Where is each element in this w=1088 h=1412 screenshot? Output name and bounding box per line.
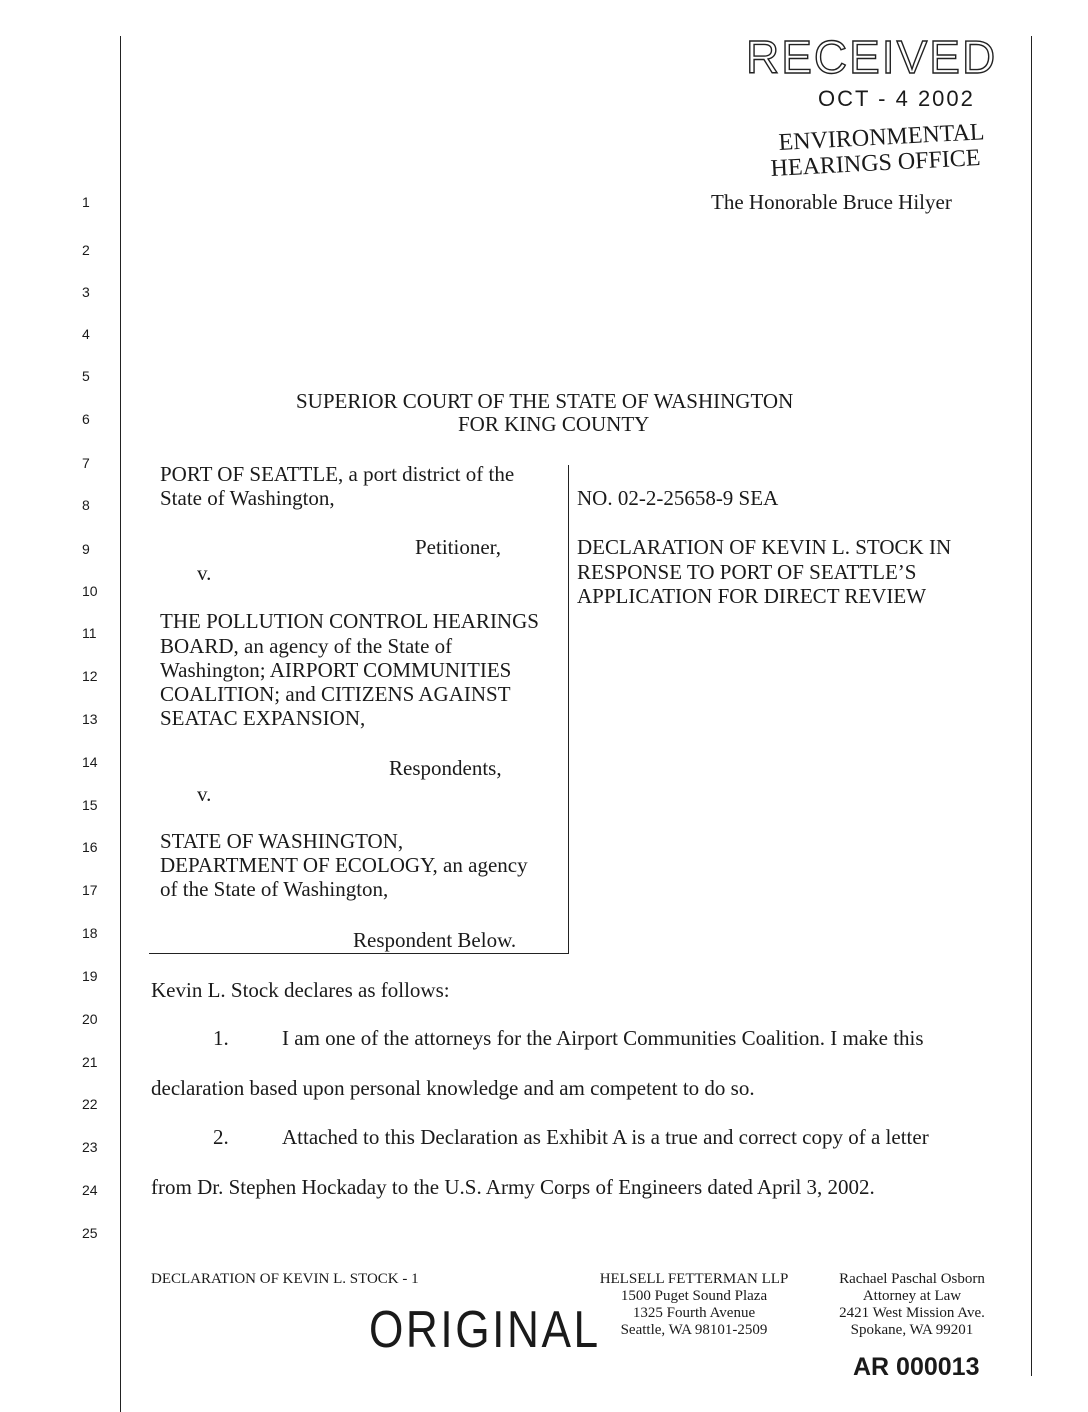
firm-address-line: 1500 Puget Sound Plaza	[620, 1288, 768, 1304]
received-stamp-office-line2: HEARINGS OFFICE	[770, 145, 982, 182]
line-number: 18	[82, 925, 98, 941]
petitioner-label: Petitioner,	[415, 535, 502, 559]
line-number: 15	[82, 797, 98, 813]
firm-name: HELSELL FETTERMAN LLP	[599, 1271, 789, 1287]
respondent-below-line: DEPARTMENT OF ECOLOGY, an agency	[160, 853, 528, 877]
line-number: 2	[82, 242, 90, 258]
respondent-below-line: STATE OF WASHINGTON,	[160, 829, 404, 853]
case-number: NO. 02-2-25658-9 SEA	[577, 486, 779, 510]
line-number: 17	[82, 882, 98, 898]
line-number: 13	[82, 711, 98, 727]
line-number: 11	[82, 625, 97, 641]
attorney-address-line: 2421 West Mission Ave.	[839, 1305, 985, 1321]
original-stamp: ORIGINAL	[369, 1301, 601, 1359]
respondent-line: COALITION; and CITIZENS AGAINST	[160, 682, 511, 706]
petitioner-name: PORT OF SEATTLE, a port district of the	[160, 462, 515, 486]
line-number: 9	[82, 541, 90, 557]
bates-number: AR 000013	[853, 1353, 980, 1381]
left-margin-rule	[120, 36, 121, 1412]
document-title-line: DECLARATION OF KEVIN L. STOCK IN	[577, 535, 952, 559]
right-margin-rule	[1031, 36, 1032, 1376]
attorney-name: Rachael Paschal Osborn	[839, 1271, 985, 1287]
line-number: 12	[82, 668, 98, 684]
line-number: 7	[82, 455, 90, 471]
paragraph-2-line: Attached to this Declaration as Exhibit A is a true and correct copy of a letter	[282, 1125, 929, 1149]
line-number: 5	[82, 368, 90, 384]
footer-document-label: DECLARATION OF KEVIN L. STOCK - 1	[151, 1271, 419, 1287]
attorney-address-line: Attorney at Law	[862, 1288, 962, 1304]
court-county: FOR KING COUNTY	[458, 412, 650, 436]
respondent-line: Washington; AIRPORT COMMUNITIES	[160, 658, 512, 682]
line-number: 21	[82, 1054, 98, 1070]
firm-address	[578, 1271, 810, 1339]
respondent-line: THE POLLUTION CONTROL HEARINGS	[160, 609, 539, 633]
attorney-address-line: Spokane, WA 99201	[850, 1322, 974, 1338]
line-number: 20	[82, 1011, 98, 1027]
line-number: 14	[82, 754, 98, 770]
received-stamp-office-line1: ENVIRONMENTAL	[778, 119, 986, 156]
respondents-label: Respondents,	[389, 756, 502, 780]
respondent-line: SEATAC EXPANSION,	[160, 706, 366, 730]
line-number: 16	[82, 839, 98, 855]
firm-address-line: 1325 Fourth Avenue	[632, 1305, 756, 1321]
versus-1: v.	[197, 561, 212, 585]
paragraph-1-line: declaration based upon personal knowledge and am competent to do so.	[151, 1076, 755, 1100]
line-number: 4	[82, 326, 90, 342]
received-stamp-letters: RECEIVED	[746, 31, 998, 83]
versus-2: v.	[197, 782, 212, 806]
line-number: 10	[82, 583, 98, 599]
line-number: 23	[82, 1139, 98, 1155]
caption-divider	[568, 465, 569, 954]
document-title-line: RESPONSE TO PORT OF SEATTLE’S	[577, 560, 917, 584]
firm-address-line: Seattle, WA 98101-2509	[620, 1322, 768, 1338]
line-number: 1	[82, 194, 90, 210]
line-number: 19	[82, 968, 98, 984]
paragraph-1-number: 1.	[213, 1026, 229, 1050]
line-number: 24	[82, 1182, 98, 1198]
respondent-line: BOARD, an agency of the State of	[160, 634, 453, 658]
received-stamp-date: OCT - 4 2002	[818, 86, 975, 111]
respondent-below-label: Respondent Below.	[353, 928, 517, 952]
line-number: 8	[82, 497, 90, 513]
line-number: 22	[82, 1096, 98, 1112]
judge-name: The Honorable Bruce Hilyer	[711, 190, 952, 214]
declaration-intro: Kevin L. Stock declares as follows:	[151, 978, 450, 1002]
respondent-below-line: of the State of Washington,	[160, 877, 389, 901]
paragraph-2-number: 2.	[213, 1125, 229, 1149]
line-number: 3	[82, 284, 90, 300]
paragraph-2-line: from Dr. Stephen Hockaday to the U.S. Army Corps of Engineers dated April 3, 2002.	[151, 1175, 875, 1199]
attorney-address	[812, 1271, 1012, 1339]
petitioner-name-cont: State of Washington,	[160, 486, 335, 510]
line-number: 6	[82, 411, 90, 427]
paragraph-1-line: I am one of the attorneys for the Airport Communities Coalition. I make this	[282, 1026, 924, 1050]
document-title-line: APPLICATION FOR DIRECT REVIEW	[577, 584, 927, 608]
line-number: 25	[82, 1225, 98, 1241]
caption-bottom-rule	[149, 953, 568, 954]
court-name: SUPERIOR COURT OF THE STATE OF WASHINGTON	[296, 389, 794, 413]
